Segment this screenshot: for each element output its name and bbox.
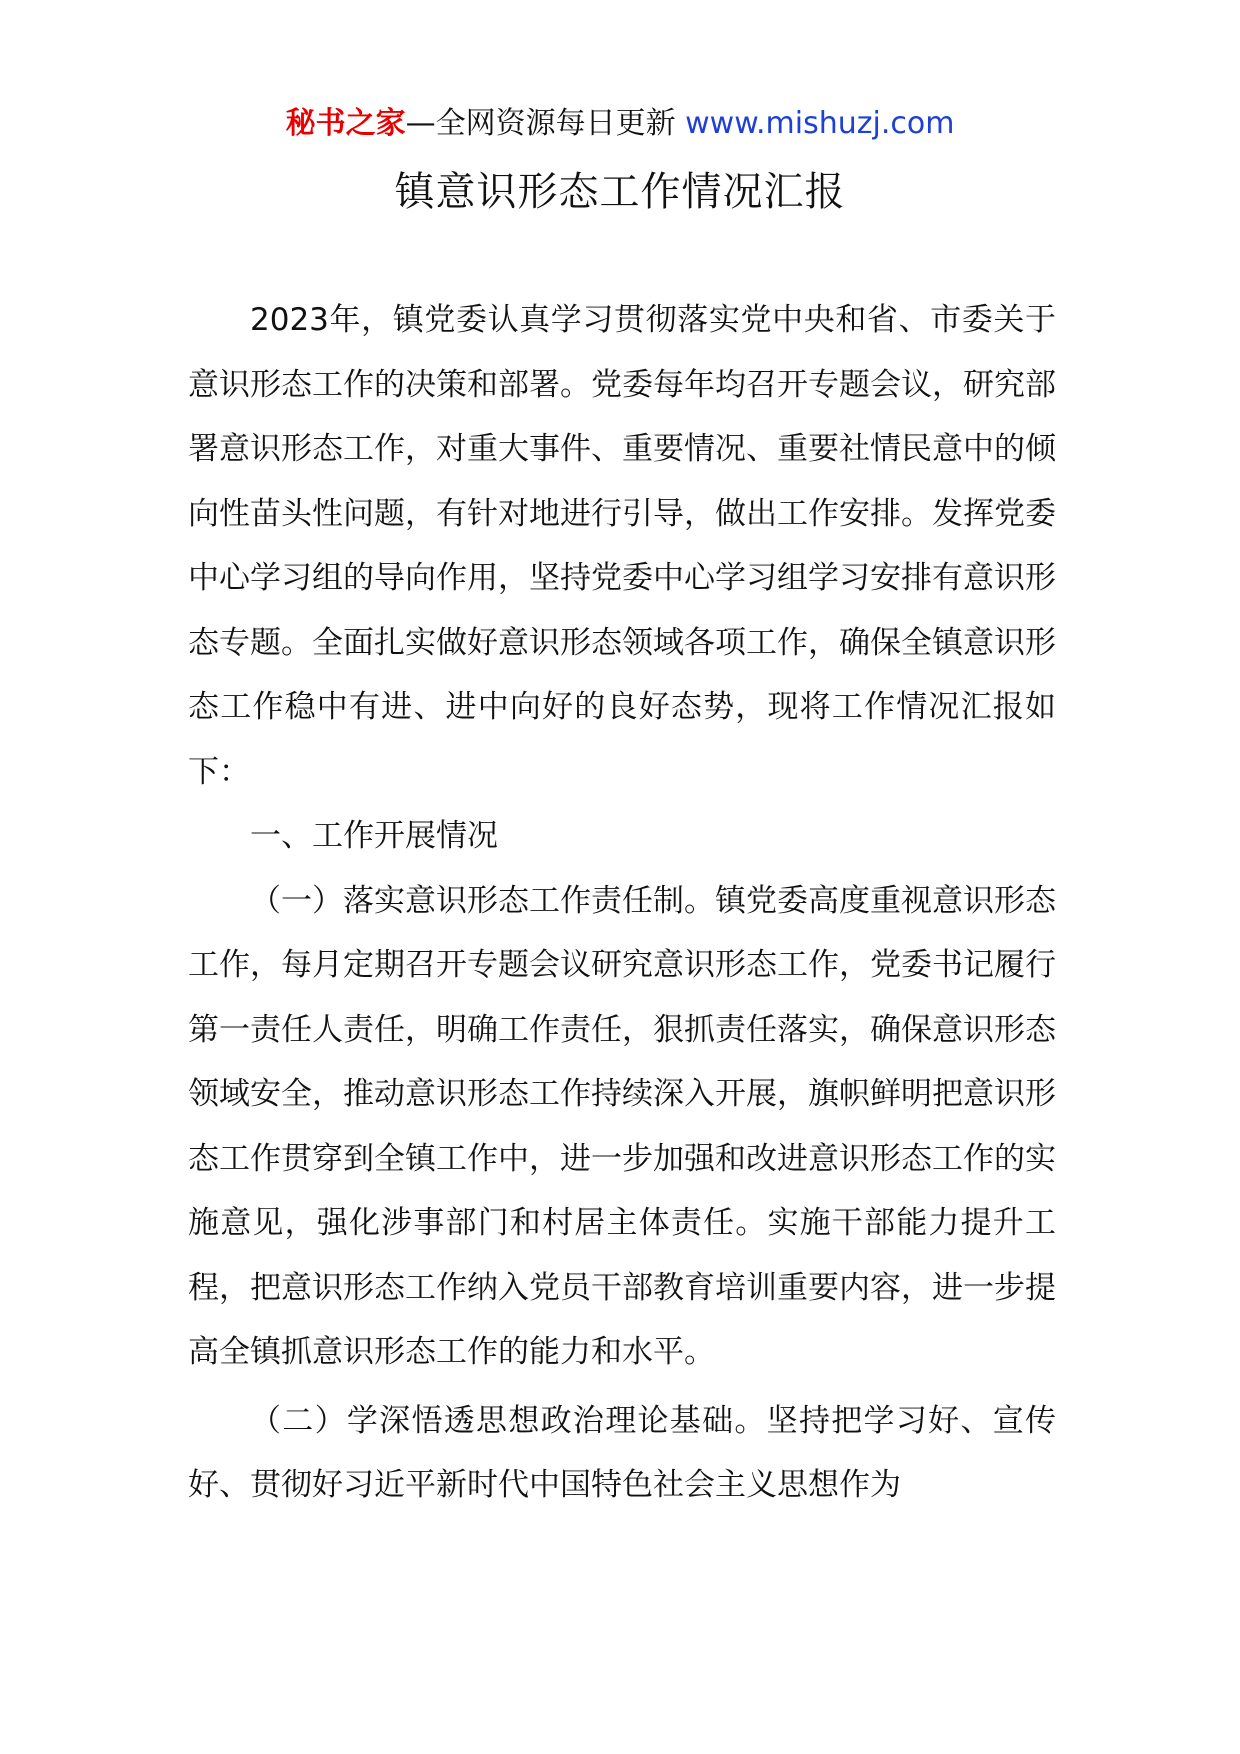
site-url-link[interactable]: www.mishuzj.com xyxy=(685,106,955,141)
document-title: 镇意识形态工作情况汇报 xyxy=(394,169,846,215)
document-body xyxy=(188,288,1056,1518)
subsection-paragraph-1: （一）落实意识形态工作责任制。镇党委高度重视意识形态工作，每月定期召开专题会议研究意识形态工作，党委书记履行第一责任人责任，明确工作责任，狠抓责任落实，确保意识形态领域安全，推动意识形态工作持续深入开展，旗帜鲜明把意识形态工作贯穿到全镇工作中，进一步加强和改进意识形态工作的实施意见，强化涉事部门和村居主体责任。实施干部能力提升工程，把意识形态工作纳入党员干部教育培训重要内容，进一步提高全镇抓意识形态工作的能力和水平。 xyxy=(188,882,1056,1370)
subsection-paragraph-2: （二）学深悟透思想政治理论基础。坚持把学习好、宣传好、贯彻好习近平新时代中国特色社会主义思想作为 xyxy=(188,1402,1056,1503)
intro-paragraph: 2023年，镇党委认真学习贯彻落实党中央和省、市委关于意识形态工作的决策和部署。党委每年均召开专题会议，研究部署意识形态工作，对重大事件、重要情况、重要社情民意中的倾向性苗头性问题，有针对地进行引导，做出工作安排。发挥党委中心学习组的导向作用，坚持党委中心学习组学习安排有意识形态专题。全面扎实做好意识形态领域各项工作，确保全镇意识形态工作稳中有进、进中向好的良好态势，现将工作情况汇报如下： xyxy=(188,302,1056,790)
header-slogan: —全网资源每日更新 xyxy=(405,106,686,141)
brand-name: 秘书之家 xyxy=(285,106,406,141)
site-header xyxy=(0,100,1240,148)
section-heading: 一、工作开展情况 xyxy=(250,818,498,854)
